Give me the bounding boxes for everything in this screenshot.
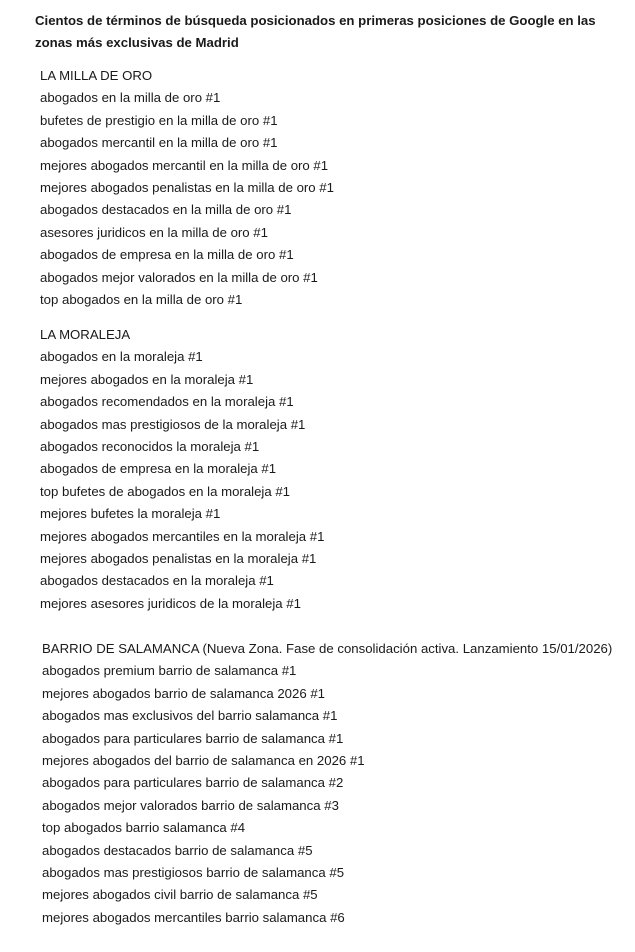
list-item: mejores abogados barrio de salamanca 2026 #1: [42, 685, 325, 701]
section-title: BARRIO DE SALAMANCA (Nueva Zona. Fase de consolidación activa. Lanzamiento 15/01/2026): [42, 641, 613, 656]
list-item: mejores abogados del barrio de salamanca en 2026 #1: [42, 752, 365, 768]
list-item: abogados en la moraleja #1: [40, 349, 203, 365]
list-item: bufetes de prestigio en la milla de oro #1: [40, 112, 278, 128]
list-item: top abogados en la milla de oro #1: [40, 291, 243, 307]
list-item: abogados destacados en la milla de oro #1: [40, 202, 292, 218]
list-item: mejores abogados mercantil en la milla de oro #1: [40, 157, 329, 173]
list-item: abogados para particulares barrio de salamanca #2: [42, 775, 344, 791]
list-item: mejores abogados penalistas en la moraleja #1: [40, 550, 317, 566]
list-item: abogados destacados en la moraleja #1: [40, 573, 274, 589]
list-item: mejores abogados en la moraleja #1: [40, 371, 254, 387]
section-title: LA MORALEJA: [40, 327, 131, 342]
section-la-moraleja: [40, 324, 324, 615]
list-item: abogados para particulares barrio de salamanca #1: [42, 730, 344, 746]
section-milla-de-oro: [40, 65, 334, 311]
keyword-list: [40, 346, 324, 615]
list-item: abogados mas prestigiosos barrio de salamanca #5: [42, 864, 345, 880]
list-item: mejores abogados mercantiles barrio salamanca #6: [42, 909, 345, 925]
page-heading: Cientos de términos de búsqueda posicionados en primeras posiciones de Google en las zonas más exclusivas de Madrid: [35, 13, 596, 50]
list-item: abogados de empresa en la moraleja #1: [40, 461, 277, 477]
section-title: LA MILLA DE ORO: [40, 68, 153, 83]
list-item: abogados destacados barrio de salamanca #5: [42, 842, 313, 858]
list-item: abogados premium barrio de salamanca #1: [42, 663, 297, 679]
list-item: abogados mercantil en la milla de oro #1: [40, 135, 278, 151]
list-item: abogados mejor valorados en la milla de oro #1: [40, 269, 318, 285]
list-item: abogados de empresa en la milla de oro #1: [40, 247, 294, 263]
keyword-list: [42, 660, 612, 929]
list-item: top abogados barrio salamanca #4: [42, 820, 246, 836]
list-item: abogados en la milla de oro #1: [40, 90, 221, 106]
list-item: mejores abogados mercantiles en la moraleja #1: [40, 528, 325, 544]
section-barrio-de-salamanca: [42, 638, 612, 929]
keyword-list: [40, 87, 334, 311]
list-item: abogados recomendados en la moraleja #1: [40, 394, 294, 410]
list-item: mejores bufetes la moraleja #1: [40, 506, 221, 522]
list-item: abogados reconocidos la moraleja #1: [40, 438, 260, 454]
list-item: abogados mas exclusivos del barrio salamanca #1: [42, 708, 338, 724]
list-item: top bufetes de abogados en la moraleja #1: [40, 483, 291, 499]
list-item: mejores abogados penalistas en la milla de oro #1: [40, 179, 334, 195]
list-item: asesores juridicos en la milla de oro #1: [40, 224, 268, 240]
list-item: mejores asesores juridicos de la moraleja #1: [40, 595, 301, 611]
list-item: abogados mejor valorados barrio de salamanca #3: [42, 797, 339, 813]
list-item: mejores abogados civil barrio de salamanca #5: [42, 887, 318, 903]
list-item: abogados mas prestigiosos de la moraleja #1: [40, 416, 306, 432]
